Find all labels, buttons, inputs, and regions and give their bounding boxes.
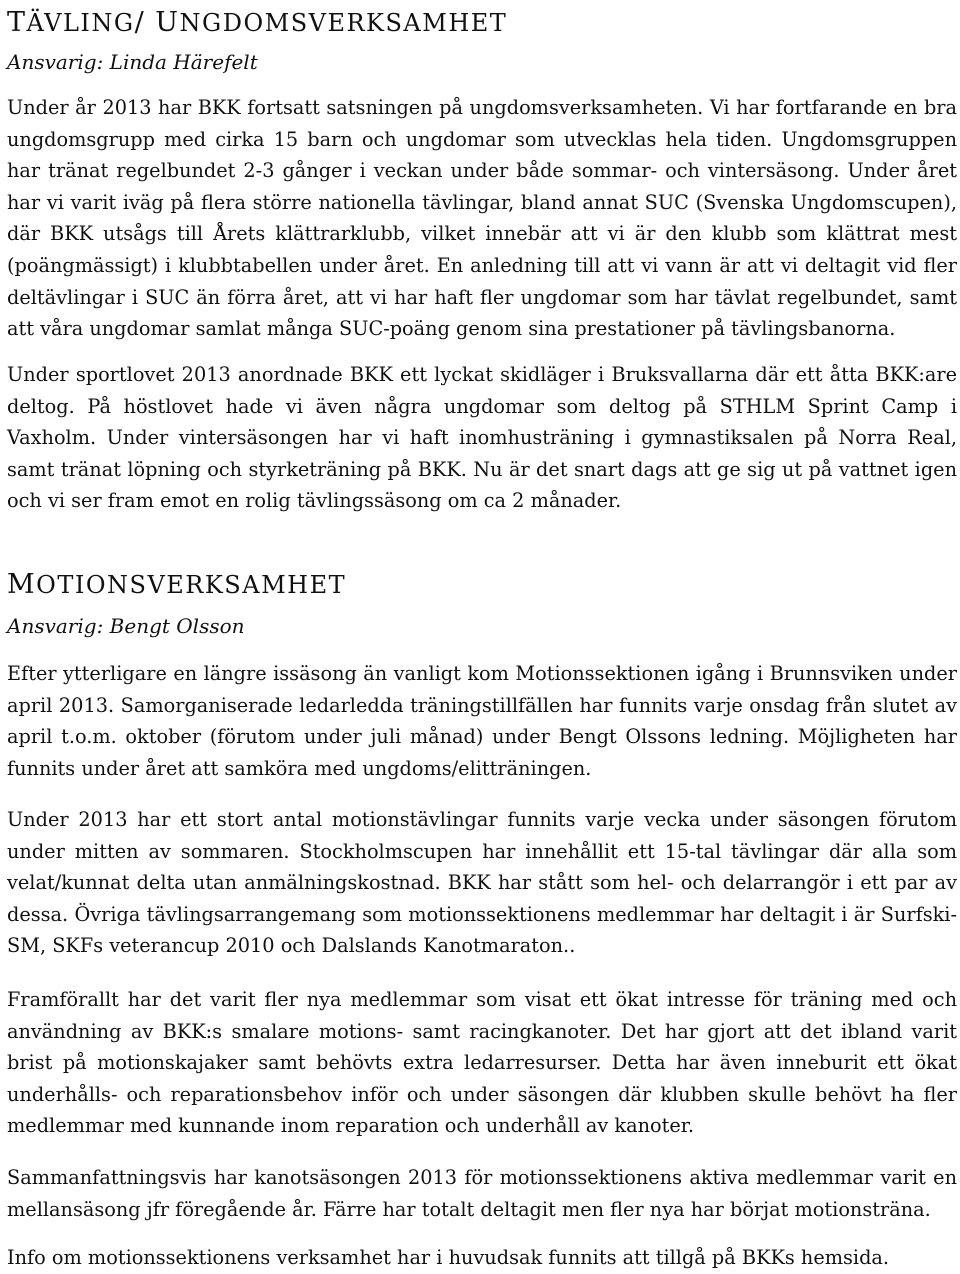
title-initial: M xyxy=(7,569,37,600)
paragraph: Efter ytterligare en längre issäsong än vanligt kom Motionssektionen igång i Brunnsviken under april 2013. Samorganiserade ledarledda träningstillfällen har funnits varje onsdag från slutet av april t.o.m. oktober (förutom under juli månad) under Bengt Olssons ledning. Möjligheten har funnits under året att samköra med ungdoms/elitträningen. xyxy=(7,662,957,780)
title-separator: / xyxy=(134,7,156,38)
title-initial: T xyxy=(7,7,27,38)
section-title-tavling xyxy=(7,2,507,38)
paragraph: Info om motionssektionens verksamhet har i huvudsak funnits att tillgå på BKKs hemsida. xyxy=(7,1246,890,1269)
paragraph: Under 2013 har ett stort antal motionstävlingar funnits varje vecka under säsongen förutom under mitten av sommaren. Stockholmscupen har innehållit ett 15-tal tävlingar där alla som velat/kunnat delta utan anmälningskostnad. BKK har stått som hel- och delarrangör i ett par av dessa. Övriga tävlingsarrangemang som motionssektionens medlemmar har deltagit i är Surfski-SM, SKFs veterancup 2010 och Dalslands Kanotmaraton.. xyxy=(7,808,957,958)
title-second-initial: U xyxy=(155,7,180,38)
section-title-motion xyxy=(7,562,346,602)
title-second-rest: NGDOMSVERKSAMHET xyxy=(179,9,508,37)
paragraph: Under år 2013 har BKK fortsatt satsningen på ungdomsverksamheten. Vi har fortfarande en bra ungdomsgrupp med cirka 15 barn och ungdomar som utvecklas hela tiden. Ungdomsgruppen har tränat regelbundet 2-3 gånger i veckan under både sommar- och vintersäsong. Under året har vi varit iväg på flera större nationella tävlingar, bland annat SUC (Svenska Ungdomscupen), där BKK utsågs till Årets klättrarklubb, vilket innebär att vi är den klubb som klättrat mest (poängmässigt) i klubbtabellen under året. En anledning till att vi vann är att vi deltagit vid fler deltävlingar i SUC än förra året, att vi har haft fler ungdomar som har tävlat regelbundet, samt att våra ungdomar samlat många SUC-poäng genom sina prestationer på tävlingsbanorna. xyxy=(7,96,957,341)
paragraph: Sammanfattningsvis har kanotsäsongen 2013 för motionssektionens aktiva medlemmar varit en mellansäsong jfr föregående år. Färre har totalt deltagit men fler nya har börjat motionsträna. xyxy=(7,1166,957,1221)
paragraph: Under sportlovet 2013 anordnade BKK ett lyckat skidläger i Bruksvallarna där ett åtta BKK:are deltog. På höstlovet hade vi även några ungdomar som deltog på STHLM Sprint Camp i Vaxholm. Under vintersäsongen har vi haft inomhusträning i gymnastiksalen på Norra Real, samt tränat löpning och styrketräning på BKK. Nu är det snart dags att ge sig ut på vattnet igen och vi ser fram emot en rolig tävlingssäsong om ca 2 månader. xyxy=(7,363,957,513)
responsible-person: Ansvarig: Bengt Olsson xyxy=(7,614,245,638)
paragraph: Framförallt har det varit fler nya medlemmar som visat ett ökat intresse för träning med och användning av BKK:s smalare motions- samt racingkanoter. Det har gjort att det ibland varit brist på motionskajaker samt behövts extra ledarresurser. Detta har även inneburit ett ökat underhålls- och reparationsbehov inför och under säsongen där klubben skulle behövt ha fler medlemmar med kunnande inom reparation och underhåll av kanoter. xyxy=(7,988,957,1138)
title-rest: ÄVLING xyxy=(26,9,135,37)
responsible-person: Ansvarig: Linda Härefelt xyxy=(7,50,258,74)
title-rest: OTIONSVERKSAMHET xyxy=(36,571,347,599)
